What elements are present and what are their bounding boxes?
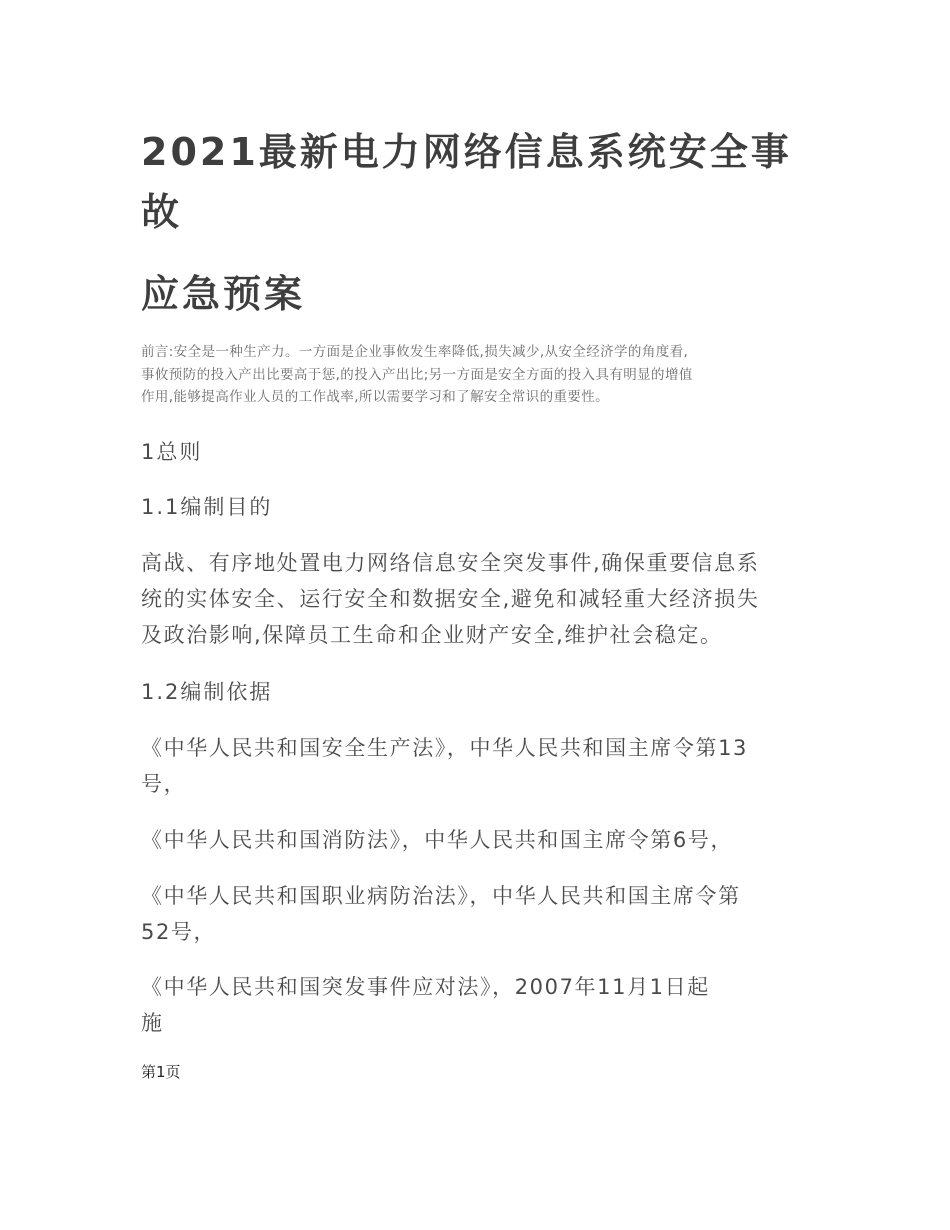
- paragraph-line: 高战、有序地处置电力网络信息安全突发事件,确保重要信息系: [141, 551, 760, 575]
- purpose-paragraph: [141, 545, 821, 653]
- paragraph-line: 《中华人民共和国职业病防治法》，中华人民共和国主席令第: [141, 884, 741, 908]
- document-title-line-2: 故: [141, 190, 183, 234]
- paragraph-line: 号，: [141, 772, 187, 796]
- document-title-line-3: 应急预案: [141, 272, 306, 316]
- paragraph-line: 及政治影响,保障员工生命和企业财产安全,维护社会稳定。: [141, 623, 723, 647]
- preface-line: 作用,能够提高作业人员的工作战率,所以需要学习和了解安全常识的重要性。: [141, 389, 610, 405]
- paragraph-line: 施: [141, 1011, 164, 1035]
- section-heading-general: 1总则: [141, 440, 203, 464]
- paragraph-line: 统的实体安全、运行安全和数据安全,避免和减轻重大经济损失: [141, 587, 760, 611]
- basis-item-occupational-law: [141, 878, 821, 950]
- page-number: 第1页: [141, 1063, 181, 1081]
- paragraph-line: 《中华人民共和国消防法》，中华人民共和国主席令第6号，: [141, 828, 734, 852]
- paragraph-line: 《中华人民共和国安全生产法》，中华人民共和国主席令第13: [141, 736, 749, 760]
- paragraph-line: 《中华人民共和国突发事件应对法》，2007年11月1日起: [141, 975, 710, 999]
- basis-item-safety-law: [141, 730, 821, 802]
- document-title-line-1: 2021最新电力网络信息系统安全事: [141, 130, 792, 174]
- section-heading-purpose: 1.1编制目的: [141, 495, 273, 519]
- preface-line: 事攸预防的投入产出比要高于惩,的投入产出比;另一方面是安全方面的投入具有明显的增值: [141, 366, 693, 383]
- basis-item-fire-law: [141, 822, 821, 858]
- section-heading-basis: 1.2编制依据: [141, 680, 273, 704]
- basis-item-emergency-law: [141, 969, 821, 1041]
- preface-line: 前言:安全是一种生产力。一方面是企业事攸发生率降低,损失减少,从安全经济学的角度看,: [141, 344, 689, 360]
- preface-paragraph: [141, 341, 813, 409]
- paragraph-line: 52号，: [141, 920, 217, 944]
